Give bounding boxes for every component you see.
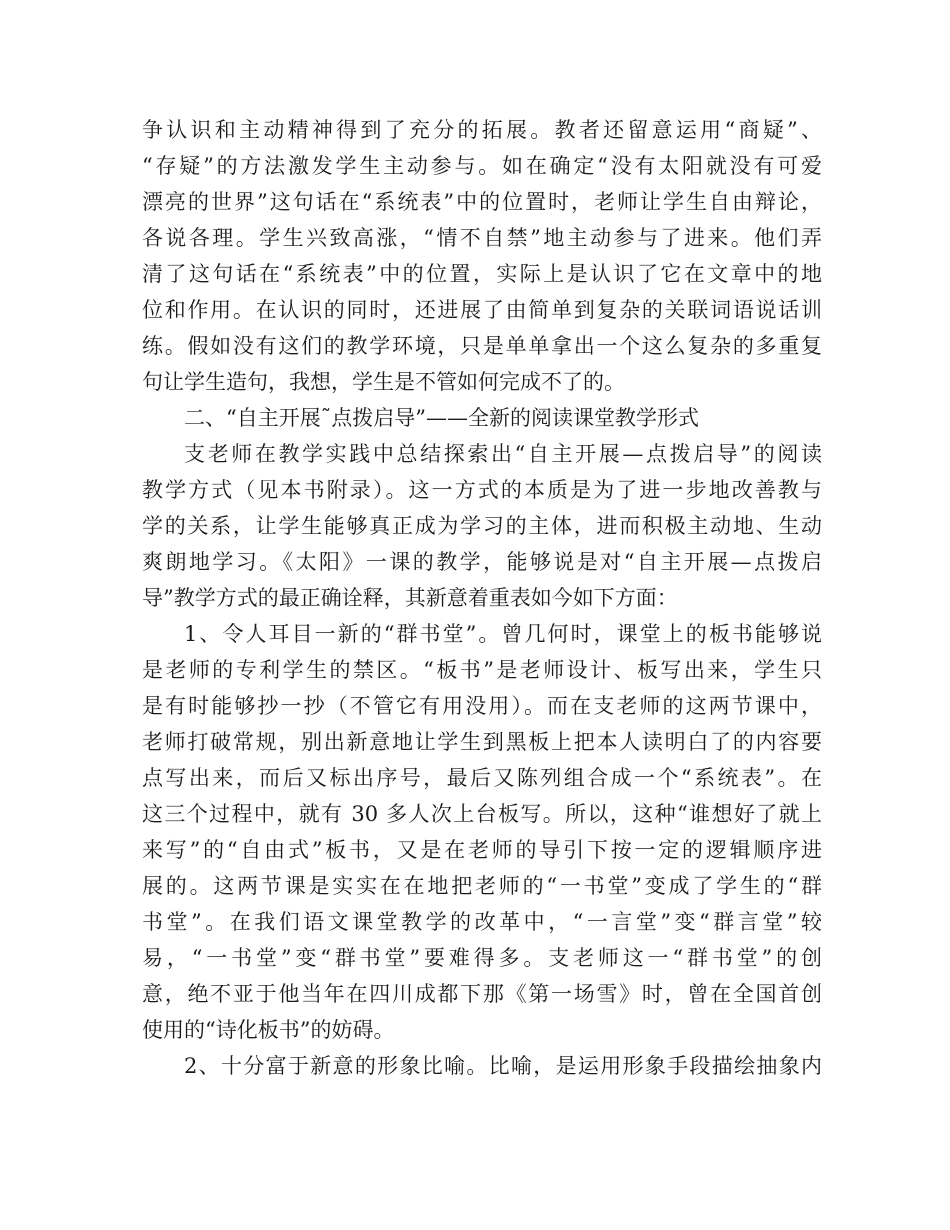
text-line: 是有时能够抄一抄（不管它有用没用）。而在支老师的这两节课中， [142, 694, 822, 718]
paragraph-first-line: 1、令人耳目一新的“群书堂”。曾几何时，课堂上的板书能够说 [184, 622, 822, 646]
text-line: 爽朗地学习。《太阳》一课的教学，能够说是对“自主开展—点拨启 [142, 550, 822, 574]
text-line: 是老师的专利学生的禁区。“板书”是老师设计、板写出来，学生只 [142, 658, 822, 682]
paragraph-first-line: 2、十分富于新意的形象比喻。比喻，是运用形象手段描绘抽象内 [184, 1054, 822, 1078]
text-line: 来写”的“自由式”板书，又是在老师的导引下按一定的逻辑顺序进 [142, 838, 822, 862]
text-line: 点写出来，而后又标出序号，最后又陈列组合成一个“系统表”。在 [142, 766, 822, 790]
paragraph-first-line: 支老师在教学实践中总结探索出“自主开展—点拨启导”的阅读 [184, 442, 822, 466]
text-line: 导”教学方式的最正确诠释，其新意着重表如今如下方面： [142, 586, 678, 610]
paragraph-first-line: 二、“自主开展˜点拨启导”——全新的阅读课堂教学形式 [184, 406, 699, 430]
text-line: 位和作用。在认识的同时，还进展了由简单到复杂的关联词语说话训 [142, 298, 822, 322]
text-line: 清了这句话在“系统表”中的位置，实际上是认识了它在文章中的地 [142, 262, 822, 286]
text-line: 教学方式（见本书附录）。这一方式的本质是为了进一步地改善教与 [142, 478, 822, 502]
body-text [142, 112, 822, 1084]
text-line: 易，“一书堂”变“群书堂”要难得多。支老师这一“群书堂”的创 [142, 946, 822, 970]
text-line: 练。假如没有这们的教学环境，只是单单拿出一个这么复杂的多重复 [142, 334, 822, 358]
text-line: 老师打破常规，别出新意地让学生到黑板上把本人读明白了的内容要 [142, 730, 822, 754]
text-line: 使用的“诗化板书”的妨碍。 [142, 1018, 395, 1042]
text-line: 意，绝不亚于他当年在四川成都下那《第一场雪》时，曾在全国首创 [142, 982, 822, 1006]
text-line: 漂亮的世界”这句话在“系统表”中的位置时，老师让学生自由辩论， [142, 190, 822, 214]
text-line: 句让学生造句，我想，学生是不管如何完成不了的。 [142, 370, 625, 394]
text-line: 各说各理。学生兴致高涨，“情不自禁”地主动参与了进来。他们弄 [142, 226, 822, 250]
text-line: 书堂”。在我们语文课堂教学的改革中，“一言堂”变“群言堂”较 [142, 910, 822, 934]
text-line: 这三个过程中，就有 30 多人次上台板写。所以，这种“谁想好了就上 [142, 802, 822, 826]
text-line: “存疑”的方法激发学生主动参与。如在确定“没有太阳就没有可爱 [142, 154, 822, 178]
text-line: 展的。这两节课是实实在在地把老师的“一书堂”变成了学生的“群 [142, 874, 822, 898]
text-line: 争认识和主动精神得到了充分的拓展。教者还留意运用“商疑”、 [142, 118, 822, 142]
text-line: 学的关系，让学生能够真正成为学习的主体，进而积极主动地、生动 [142, 514, 822, 538]
